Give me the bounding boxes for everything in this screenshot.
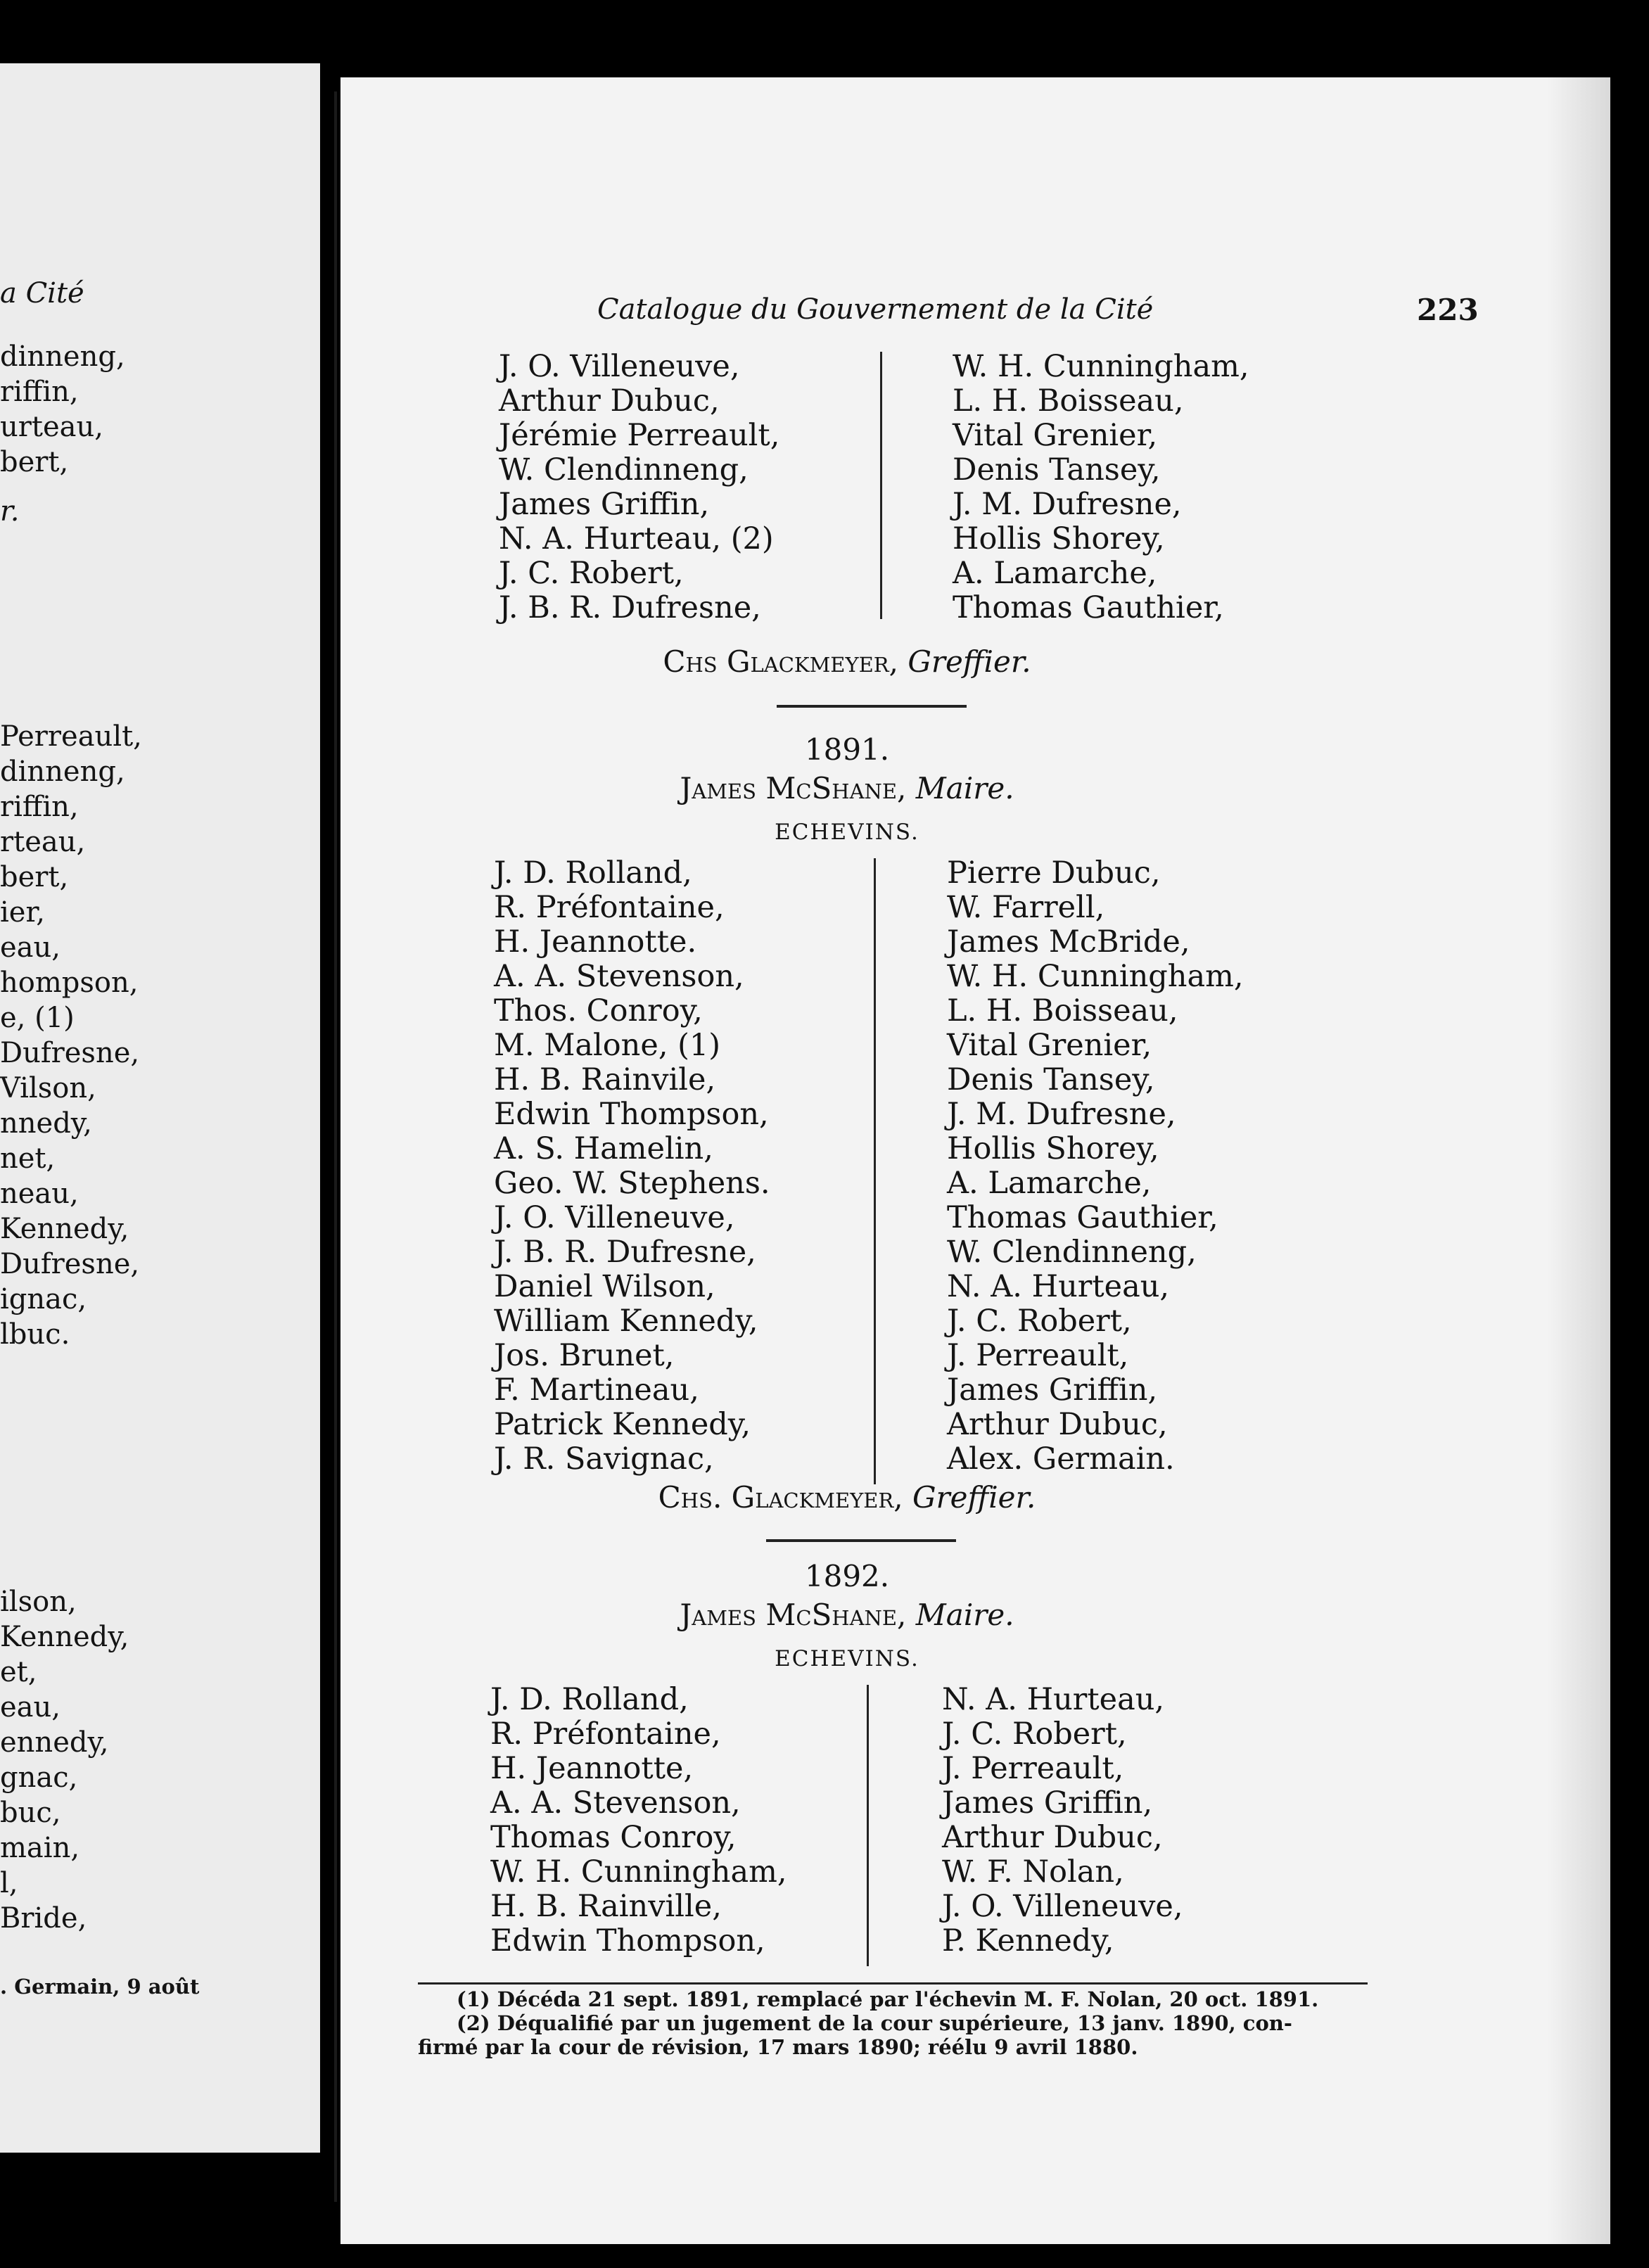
alderman-name: Pierre Dubuc,: [947, 855, 1161, 891]
section-separator: [766, 1539, 956, 1542]
alderman-name: H. B. Rainville,: [490, 1889, 722, 1924]
alderman-name: William Kennedy,: [494, 1304, 758, 1339]
left-line: dinneng,: [0, 340, 125, 373]
left-line: neau,: [0, 1178, 79, 1210]
alderman-name: J. Perreault,: [942, 1751, 1124, 1786]
alderman-name: A. Lamarche,: [953, 556, 1157, 591]
running-header: Catalogue du Gouvernement de la Cité: [597, 293, 1154, 326]
page-edge-shadow: [1547, 77, 1610, 2244]
left-line: et,: [0, 1656, 37, 1688]
footnote-rule: [418, 1982, 1368, 1984]
alderman-name: Hollis Shorey,: [947, 1131, 1159, 1166]
left-line: Dufresne,: [0, 1248, 140, 1280]
alderman-name: J. D. Rolland,: [494, 855, 692, 891]
alderman-name: J. O. Villeneuve,: [942, 1889, 1183, 1924]
alderman-name: N. A. Hurteau, (2): [499, 521, 774, 556]
left-line: ier,: [0, 896, 45, 929]
alderman-name: R. Préfontaine,: [490, 1716, 721, 1752]
greffier-title: Greffier.: [912, 1480, 1036, 1515]
left-line: rteau,: [0, 826, 86, 858]
column-divider: [874, 858, 876, 1484]
left-line: nnedy,: [0, 1107, 92, 1140]
section-year: 1892.: [804, 1559, 890, 1593]
alderman-name: Edwin Thompson,: [490, 1923, 765, 1958]
left-line: Kennedy,: [0, 1621, 129, 1653]
alderman-name: L. H. Boisseau,: [947, 993, 1178, 1028]
alderman-name: L. H. Boisseau,: [953, 383, 1184, 419]
left-line: bert,: [0, 446, 69, 478]
alderman-name: W. Clendinneng,: [947, 1235, 1197, 1270]
alderman-name: W. Clendinneng,: [499, 452, 749, 488]
alderman-name: Patrick Kennedy,: [494, 1407, 751, 1442]
alderman-name: Vital Grenier,: [953, 418, 1158, 453]
left-line: Bride,: [0, 1902, 87, 1935]
maire-line: [340, 771, 1354, 805]
alderman-name: P. Kennedy,: [942, 1923, 1114, 1958]
section-separator: [777, 705, 967, 708]
alderman-name: H. Jeannotte.: [494, 924, 697, 960]
left-line: e, (1): [0, 1002, 75, 1034]
left-line: dinneng,: [0, 756, 125, 788]
left-line: urteau,: [0, 411, 103, 443]
left-line: bert,: [0, 861, 69, 893]
alderman-name: Thomas Gauthier,: [953, 590, 1224, 625]
alderman-name: R. Préfontaine,: [494, 890, 725, 925]
alderman-name: J. M. Dufresne,: [953, 487, 1182, 522]
page-number: 223: [1417, 293, 1479, 327]
alderman-name: J. O. Villeneuve,: [494, 1200, 735, 1235]
left-line: gnac,: [0, 1761, 78, 1794]
alderman-name: W. H. Cunningham,: [953, 349, 1249, 384]
left-line: r.: [0, 495, 20, 528]
maire-line: [340, 1600, 1354, 1630]
left-line: ilson,: [0, 1586, 77, 1618]
section-year: 1891.: [804, 732, 890, 767]
right-page: [340, 77, 1610, 2244]
alderman-name: J. B. R. Dufresne,: [499, 590, 761, 625]
alderman-name: J. O. Villeneuve,: [499, 349, 740, 384]
maire-name: James McShane,: [680, 771, 907, 805]
alderman-name: Arthur Dubuc,: [947, 1407, 1168, 1442]
alderman-name: A. Lamarche,: [947, 1166, 1152, 1201]
greffier-name: Chs. Glackmeyer,: [658, 1480, 903, 1515]
alderman-name: James Griffin,: [942, 1785, 1153, 1821]
alderman-name: A. S. Hamelin,: [494, 1131, 713, 1166]
footnote: (2) Déqualifié par un jugement de la cour supérieure, 13 janv. 1890, con-: [457, 2011, 1292, 2035]
alderman-name: Denis Tansey,: [947, 1062, 1155, 1097]
alderman-name: Alex. Germain.: [947, 1441, 1175, 1477]
alderman-name: James McBride,: [947, 924, 1190, 960]
alderman-name: Edwin Thompson,: [494, 1097, 769, 1132]
left-line: ennedy,: [0, 1726, 109, 1759]
footnote: (1) Décéda 21 sept. 1891, remplacé par l'échevin M. F. Nolan, 20 oct. 1891.: [457, 1987, 1319, 2011]
greffier-line: [340, 1480, 1354, 1515]
alderman-name: Thomas Conroy,: [490, 1820, 737, 1855]
echevins-heading: ECHEVINS.: [775, 1646, 919, 1671]
alderman-name: A. A. Stevenson,: [490, 1785, 741, 1821]
left-line: Kennedy,: [0, 1213, 129, 1245]
left-line: a Cité: [0, 277, 84, 310]
column-divider: [880, 352, 882, 619]
alderman-name: H. B. Rainvile,: [494, 1062, 716, 1097]
left-line: riffin,: [0, 376, 79, 408]
alderman-name: J. B. R. Dufresne,: [494, 1235, 756, 1270]
alderman-name: Thos. Conroy,: [494, 993, 703, 1028]
alderman-name: Daniel Wilson,: [494, 1269, 715, 1304]
alderman-name: W. H. Cunningham,: [947, 959, 1244, 994]
alderman-name: J. R. Savignac,: [494, 1441, 714, 1477]
alderman-name: M. Malone, (1): [494, 1028, 721, 1063]
alderman-name: F. Martineau,: [494, 1372, 699, 1408]
left-page-fragment: [0, 63, 320, 2153]
alderman-name: J. C. Robert,: [947, 1304, 1132, 1339]
left-line: Perreault,: [0, 720, 142, 753]
echevins-heading: ECHEVINS.: [775, 820, 919, 845]
alderman-name: Hollis Shorey,: [953, 521, 1165, 556]
gutter-line: [334, 91, 337, 2202]
alderman-name: J. C. Robert,: [499, 556, 684, 591]
left-line: riffin,: [0, 791, 79, 823]
alderman-name: Jérémie Perreault,: [499, 418, 780, 453]
alderman-name: Thomas Gauthier,: [947, 1200, 1218, 1235]
left-line: main,: [0, 1832, 80, 1864]
greffier-name: Chs Glackmeyer,: [663, 644, 898, 679]
left-line: eau,: [0, 931, 61, 964]
left-line: hompson,: [0, 967, 139, 999]
left-line: ignac,: [0, 1283, 87, 1315]
footnote: firmé par la cour de révision, 17 mars 1890; réélu 9 avril 1880.: [418, 2035, 1138, 2059]
greffier-line: [340, 644, 1354, 679]
left-line: lbuc.: [0, 1318, 70, 1351]
alderman-name: W. H. Cunningham,: [490, 1854, 787, 1890]
alderman-name: J. M. Dufresne,: [947, 1097, 1176, 1132]
alderman-name: J. D. Rolland,: [490, 1682, 689, 1717]
alderman-name: Geo. W. Stephens.: [494, 1166, 770, 1201]
alderman-name: Jos. Brunet,: [494, 1338, 675, 1373]
maire-title: Maire.: [915, 771, 1014, 805]
alderman-name: A. A. Stevenson,: [494, 959, 744, 994]
alderman-name: James Griffin,: [499, 487, 710, 522]
alderman-name: H. Jeannotte,: [490, 1751, 694, 1786]
alderman-name: W. Farrell,: [947, 890, 1105, 925]
alderman-name: W. F. Nolan,: [942, 1854, 1124, 1890]
alderman-name: J. C. Robert,: [942, 1716, 1127, 1752]
left-line: l,: [0, 1867, 18, 1899]
alderman-name: N. A. Hurteau,: [947, 1269, 1170, 1304]
left-footnote: . Germain, 9 août: [0, 1975, 200, 1999]
alderman-name: Arthur Dubuc,: [942, 1820, 1163, 1855]
alderman-name: Vital Grenier,: [947, 1028, 1152, 1063]
alderman-name: J. Perreault,: [947, 1338, 1129, 1373]
column-divider: [867, 1685, 869, 1966]
maire-name: James McShane,: [680, 1598, 907, 1632]
alderman-name: James Griffin,: [947, 1372, 1158, 1408]
alderman-name: Arthur Dubuc,: [499, 383, 720, 419]
alderman-name: Denis Tansey,: [953, 452, 1161, 488]
left-line: buc,: [0, 1797, 61, 1829]
left-line: Dufresne,: [0, 1037, 140, 1069]
left-line: eau,: [0, 1691, 61, 1724]
left-line: net,: [0, 1142, 56, 1175]
alderman-name: N. A. Hurteau,: [942, 1682, 1165, 1717]
maire-title: Maire.: [915, 1598, 1014, 1632]
left-line: Vilson,: [0, 1072, 96, 1104]
greffier-title: Greffier.: [908, 644, 1031, 679]
